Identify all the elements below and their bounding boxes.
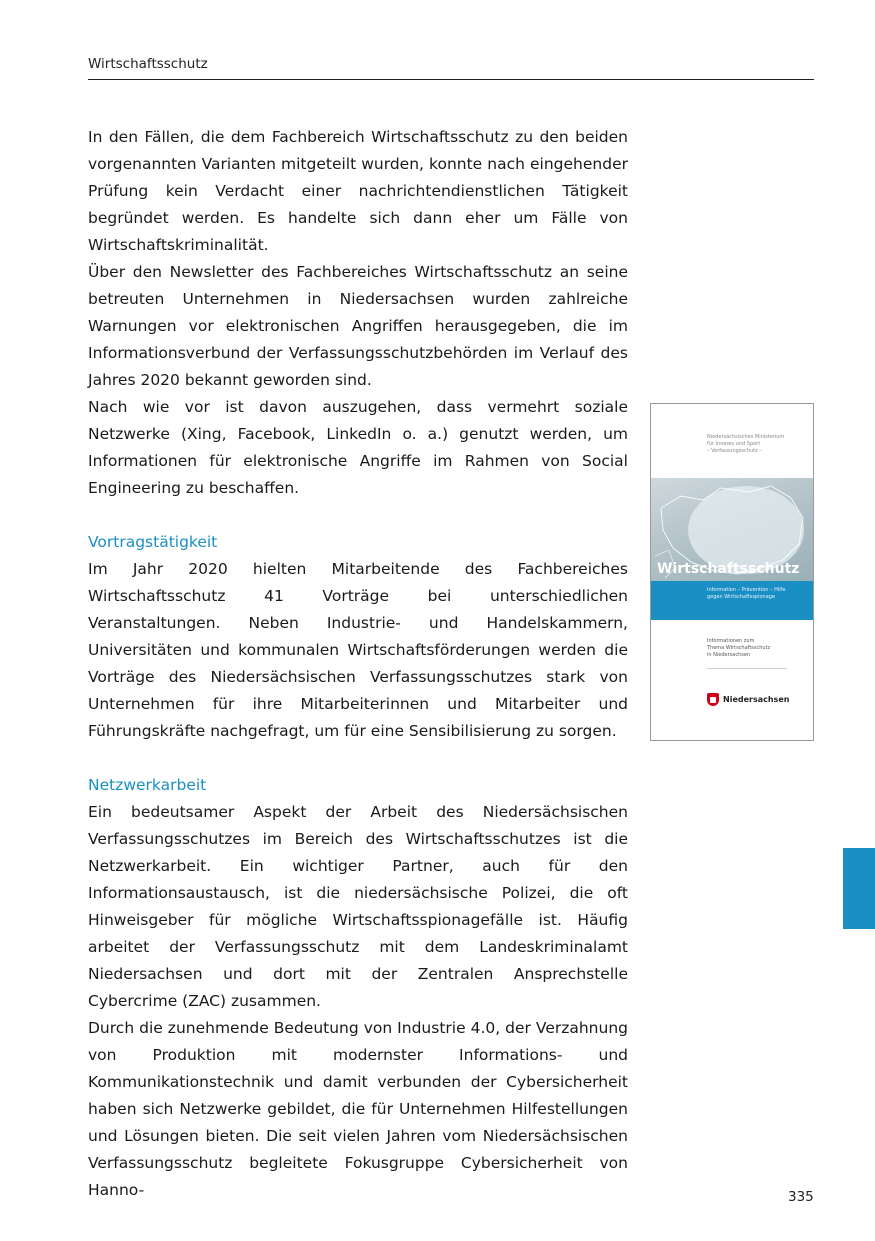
body-paragraph: Nach wie vor ist davon auszugehen, dass vermehrt soziale Netzwerke (Xing, Facebook, LinkedIn o. a.) genutzt werden, um Informationen für elektronische Angriffe im Rahmen von Social Engineering zu beschaffen. — [88, 398, 628, 497]
body-paragraph: In den Fällen, die dem Fachbereich Wirtschaftsschutz zu den beiden vorgenannten Varianten mitgeteilt wurden, konnte nach eingehender Prüfung kein Verdacht einer nachrichtendienstlichen Tätigkeit begründet werden. Es handelte sich dann eher um Fälle von Wirtschaftskriminalität. — [88, 128, 628, 254]
body-paragraph: Über den Newsletter des Fachbereiches Wirtschaftsschutz an seine betreuten Unternehmen in Niedersachsen wurden zahlreiche Warnungen vor elektronischen Angriffen herausgegeben, die im Informationsverbund der Verfassungsschutzbehörden im Verlauf des Jahres 2020 bekannt geworden sind. — [88, 263, 628, 389]
brochure-subtitle: Information – Prävention – Hilfe gegen Wirtschaftsspionage — [707, 587, 786, 600]
body-paragraph: Durch die zunehmende Bedeutung von Industrie 4.0, der Verzahnung von Produktion mit modernster Informations- und Kommunikationstechnik und damit verbunden der Cybersicherheit haben sich Netzwerke gebildet, die für Unternehmen Hilfestellungen und Lösungen bieten. Die seit vielen Jahren vom Niedersächsischen Verfassungsschutz begleitete Fokusgruppe Cybersicherheit von Hanno- — [88, 1019, 628, 1199]
niedersachsen-logo — [707, 693, 789, 706]
main-text-column — [88, 124, 628, 1204]
running-header: Wirtschaftsschutz — [88, 56, 208, 72]
crest-icon — [707, 693, 719, 706]
chapter-side-tab — [843, 848, 875, 929]
body-paragraph: Im Jahr 2020 hielten Mitarbeitende des Fachbereiches Wirtschaftsschutz 41 Vorträge bei unterschiedlichen Veranstaltungen. Neben Industrie- und Handelskammern, Universitäten und kommunalen Wirtschaftsförderungen werden die Vorträge des Niedersächsischen Verfassungsschutzes stark von Unternehmen für ihre Mitarbeiterinnen und Mitarbeiter und Führungskräfte nachgefragt, um für eine Sensibilisierung zu sorgen. — [88, 560, 628, 740]
section-heading-netzwerkarbeit: Netzwerkarbeit — [88, 776, 207, 794]
body-paragraph: Ein bedeutsamer Aspekt der Arbeit des Niedersächsischen Verfassungsschutzes im Bereich des Wirtschaftsschutzes ist die Netzwerkarbeit. Ein wichtiger Partner, auch für den Informationsaustausch, ist die niedersächsische Polizei, die oft Hinweisgeber für mögliche Wirtschaftsspionagefälle ist. Häufig arbeitet der Verfassungsschutz mit dem Landeskriminalamt Niedersachsen und dort mit der Zentralen Ansprechstelle Cybercrime (ZAC) zusammen. — [88, 803, 628, 1010]
header-rule — [88, 79, 814, 80]
brochure-ministry-text: Niedersächsisches Ministerium für Inneres und Sport – Verfassungsschutz – — [707, 434, 785, 454]
section-heading-vortragstaetigkeit: Vortragstätigkeit — [88, 533, 218, 551]
brochure-divider — [707, 668, 787, 669]
brochure-title: Wirtschaftsschutz — [657, 561, 800, 577]
brochure-info-text: Informationen zum Thema Wirtschaftsschutz in Niedersachsen — [707, 638, 771, 658]
state-name: Niedersachsen — [723, 695, 790, 704]
brochure-cover-image — [650, 403, 814, 741]
horse-icon — [710, 697, 716, 703]
page-number: 335 — [788, 1189, 814, 1205]
